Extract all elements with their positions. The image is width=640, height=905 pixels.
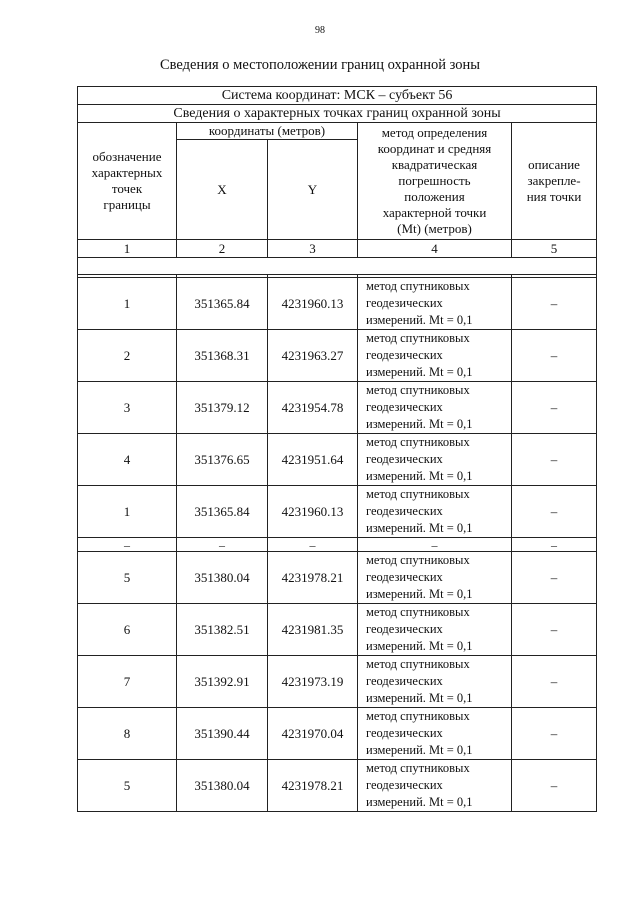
description-cell: – — [512, 552, 597, 604]
y-cell: 4231954.78 — [268, 382, 358, 434]
header-method-line: погрешность — [398, 173, 471, 188]
method-line: измерений. Mt = 0,1 — [366, 365, 473, 379]
y-cell: 4231981.35 — [268, 604, 358, 656]
point-cell: 5 — [78, 552, 177, 604]
method-line: метод спутниковых — [366, 487, 470, 501]
method-line: измерений. Mt = 0,1 — [366, 469, 473, 483]
x-cell: 351382.51 — [177, 604, 268, 656]
header-method-line: (Mt) (метров) — [397, 221, 472, 236]
x-cell: 351365.84 — [177, 278, 268, 330]
coordinates-table — [77, 86, 597, 812]
table-row — [78, 708, 597, 760]
method-cell — [358, 708, 512, 760]
point-cell: 3 — [78, 382, 177, 434]
x-cell: 351379.12 — [177, 382, 268, 434]
y-cell: 4231970.04 — [268, 708, 358, 760]
header-point-line: характерных — [91, 165, 163, 180]
table-row — [78, 604, 597, 656]
header-description — [512, 123, 597, 240]
point-cell: 8 — [78, 708, 177, 760]
header-description-line: описание — [528, 157, 580, 172]
method-line: геодезических — [366, 296, 443, 310]
table-row — [78, 434, 597, 486]
header-method-line: положения — [404, 189, 465, 204]
method-line: геодезических — [366, 452, 443, 466]
description-cell: – — [512, 434, 597, 486]
point-cell: 1 — [78, 486, 177, 538]
column-number: 1 — [78, 240, 177, 258]
method-line: геодезических — [366, 674, 443, 688]
description-cell: – — [512, 330, 597, 382]
description-cell: – — [512, 760, 597, 812]
method-line: метод спутниковых — [366, 657, 470, 671]
method-line: геодезических — [366, 504, 443, 518]
header-method-line: метод определения — [381, 125, 488, 140]
description-cell: – — [512, 278, 597, 330]
table-row — [78, 330, 597, 382]
method-cell — [358, 760, 512, 812]
header-point-line: границы — [103, 197, 151, 212]
y-cell: 4231963.27 — [268, 330, 358, 382]
document-title: Сведения о местоположении границ охранной зоны — [159, 57, 480, 73]
description-cell: – — [512, 604, 597, 656]
point-cell: 7 — [78, 656, 177, 708]
method-line: измерений. Mt = 0,1 — [366, 639, 473, 653]
method-line: геодезических — [366, 622, 443, 636]
spacer-row — [78, 258, 597, 275]
x-cell: 351380.04 — [177, 552, 268, 604]
description-cell: – — [512, 656, 597, 708]
y-cell: 4231960.13 — [268, 486, 358, 538]
method-cell — [358, 382, 512, 434]
header-method-line: квадратическая — [391, 157, 478, 172]
column-numbers-row — [78, 240, 597, 258]
column-number: 2 — [177, 240, 268, 258]
x-cell: 351376.65 — [177, 434, 268, 486]
header-point-line: точек — [111, 181, 143, 196]
description-cell: – — [512, 708, 597, 760]
point-cell: 6 — [78, 604, 177, 656]
coord-system-row — [78, 87, 597, 105]
separator-cell: – — [268, 538, 358, 552]
method-cell — [358, 604, 512, 656]
method-cell — [358, 552, 512, 604]
header-coords: координаты (метров) — [177, 123, 358, 140]
y-cell: 4231951.64 — [268, 434, 358, 486]
description-cell: – — [512, 382, 597, 434]
column-number: 3 — [268, 240, 358, 258]
method-line: измерений. Mt = 0,1 — [366, 691, 473, 705]
header-method — [358, 123, 512, 240]
separator-cell: – — [512, 538, 597, 552]
table-row — [78, 382, 597, 434]
description-cell: – — [512, 486, 597, 538]
method-line: метод спутниковых — [366, 383, 470, 397]
method-line: измерений. Mt = 0,1 — [366, 743, 473, 757]
method-line: геодезических — [366, 726, 443, 740]
table-row — [78, 760, 597, 812]
header-point-line: обозначение — [92, 149, 162, 164]
header-method-line: координат и средняя — [377, 141, 492, 156]
page-number: 98 — [315, 25, 325, 36]
header-description-line: ния точки — [526, 189, 582, 204]
method-line: метод спутниковых — [366, 331, 470, 345]
x-cell: 351390.44 — [177, 708, 268, 760]
x-cell: 351368.31 — [177, 330, 268, 382]
method-line: измерений. Mt = 0,1 — [366, 313, 473, 327]
table-row — [78, 552, 597, 604]
coord-system-cell: Система координат: МСК – субъект 56 — [78, 87, 597, 105]
table-row — [78, 656, 597, 708]
separator-cell: – — [358, 538, 512, 552]
method-line: геодезических — [366, 400, 443, 414]
method-cell — [358, 278, 512, 330]
point-cell: 4 — [78, 434, 177, 486]
column-number: 5 — [512, 240, 597, 258]
header-y: Y — [268, 140, 358, 240]
method-line: метод спутниковых — [366, 553, 470, 567]
spacer-cell — [78, 258, 597, 275]
x-cell: 351392.91 — [177, 656, 268, 708]
x-cell: 351380.04 — [177, 760, 268, 812]
header-point — [78, 123, 177, 240]
column-number: 4 — [358, 240, 512, 258]
point-cell: 1 — [78, 278, 177, 330]
section-title-cell: Сведения о характерных точках границ охранной зоны — [78, 105, 597, 123]
point-cell: 5 — [78, 760, 177, 812]
separator-row — [78, 538, 597, 552]
method-line: метод спутниковых — [366, 761, 470, 775]
y-cell: 4231973.19 — [268, 656, 358, 708]
header-method-line: характерной точки — [382, 205, 487, 220]
header-description-line: закрепле- — [527, 173, 581, 188]
method-line: метод спутниковых — [366, 435, 470, 449]
method-line: метод спутниковых — [366, 709, 470, 723]
section-title-row — [78, 105, 597, 123]
header-row-1 — [78, 123, 597, 140]
y-cell: 4231978.21 — [268, 760, 358, 812]
method-line: измерений. Mt = 0,1 — [366, 587, 473, 601]
header-x: X — [177, 140, 268, 240]
method-line: измерений. Mt = 0,1 — [366, 417, 473, 431]
method-cell — [358, 330, 512, 382]
method-cell — [358, 486, 512, 538]
method-line: геодезических — [366, 348, 443, 362]
method-line: измерений. Mt = 0,1 — [366, 521, 473, 535]
table-row — [78, 486, 597, 538]
separator-cell: – — [78, 538, 177, 552]
method-cell — [358, 656, 512, 708]
method-line: геодезических — [366, 570, 443, 584]
method-cell — [358, 434, 512, 486]
y-cell: 4231960.13 — [268, 278, 358, 330]
method-line: метод спутниковых — [366, 279, 470, 293]
method-line: метод спутниковых — [366, 605, 470, 619]
method-line: геодезических — [366, 778, 443, 792]
x-cell: 351365.84 — [177, 486, 268, 538]
table-row — [78, 278, 597, 330]
method-line: измерений. Mt = 0,1 — [366, 795, 473, 809]
separator-cell: – — [177, 538, 268, 552]
point-cell: 2 — [78, 330, 177, 382]
y-cell: 4231978.21 — [268, 552, 358, 604]
